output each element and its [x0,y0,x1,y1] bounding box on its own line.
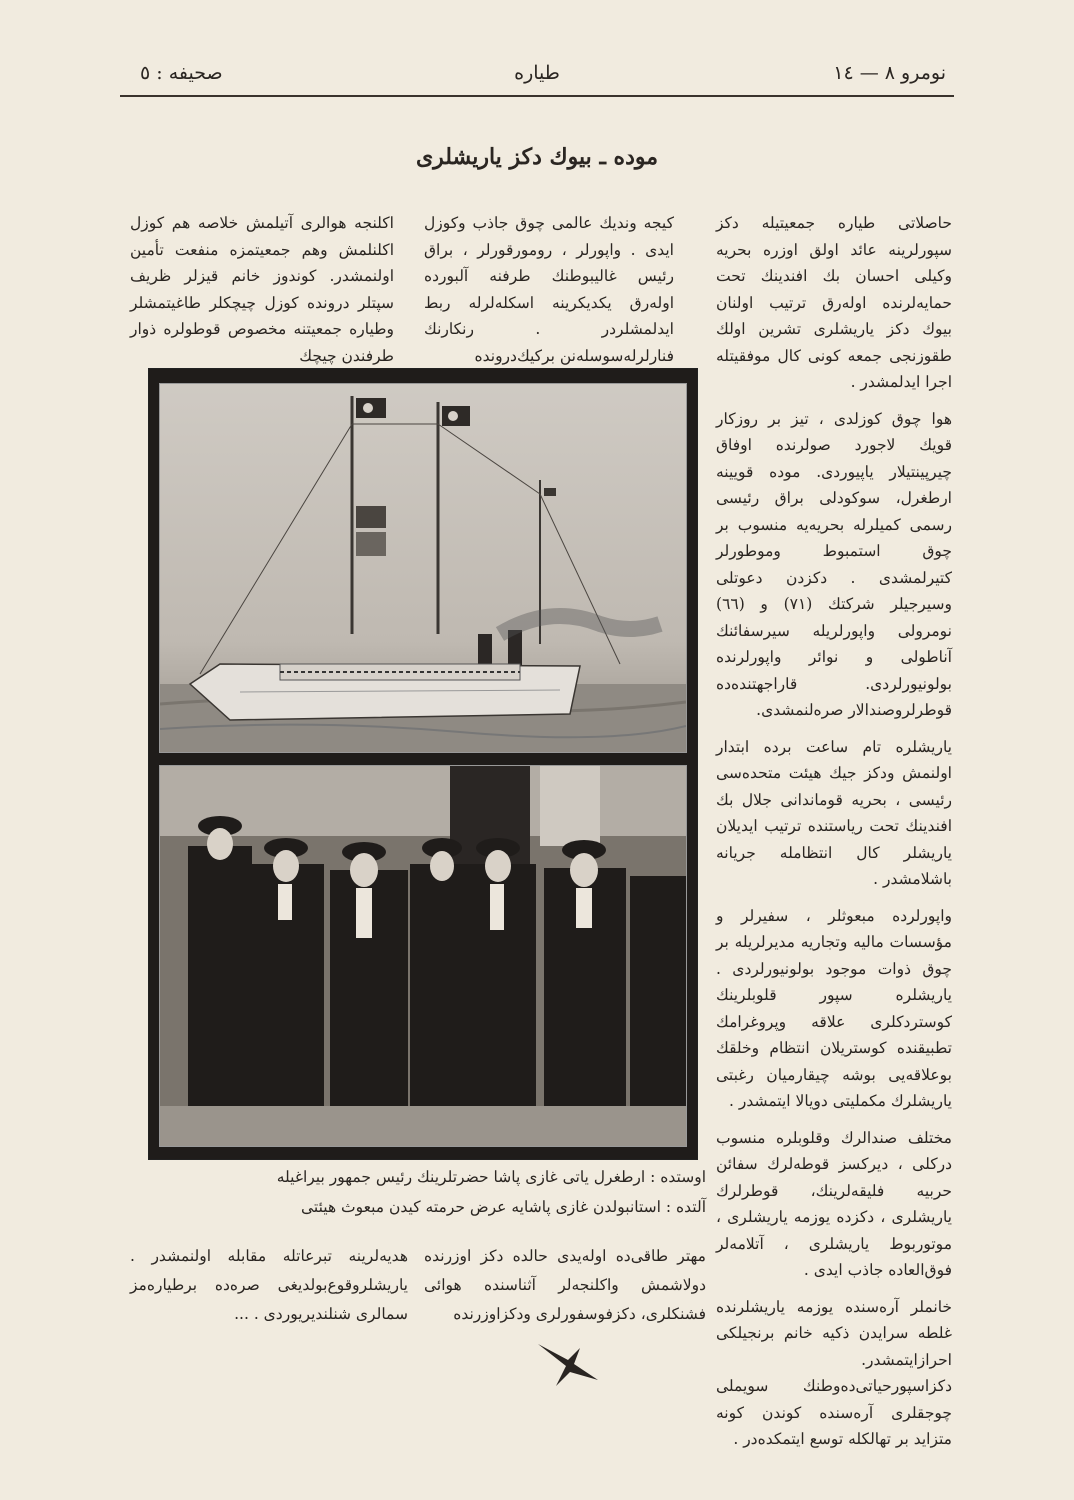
article-column-left [130,210,394,379]
ship-photo [159,383,687,753]
paragraph: مختلف صندالرك وقلوبلره منسوب دركلی ، دیركسز قوطه‌لرك سفائن حربیه فلیقه‌لرینك، قوطرلرك یاریشلری ، دكزده یوزمه یاریشلری ، موتوربوط یاریشلری ، آتلامه‌لر فوق‌العاده جاذب ایدی . [716,1128,952,1279]
photo-caption-bottom: آلتده : استانبولدن غازی پاشایه عرض حرمته كیدن مبعوث هیئتی [301,1198,706,1216]
article-column-right [716,210,952,1463]
paragraph: خانملر آره‌سنده یوزمه یاریشلرنده غلطه سرایدن ذكیه خانم برنجیلكی احرازایتمشدر. دكزاسپورحیاتی‌ده‌وطنك سویملی چوجقلری آره‌سنده كوندن كونه متزاید بر تهالكله توسع ایتمكده‌در . [716,1297,952,1448]
page-number: صحیفه : ٥ [140,62,223,84]
photo-frame [148,368,698,1160]
magazine-title: طیاره [514,62,560,84]
delegation-photo [159,765,687,1147]
photo-caption-top: اوستده : ارطغرل یاتی غازی پاشا حضرتلرینك رئیس جمهور بیراغیله [276,1168,706,1186]
paragraph: یاریشلره تام ساعت برده ابتدار اولنمش ودكز جیك هیئت متحده‌سی رئیسی ، بحریه قوماندانی جلال بك افندینك تحت ریاستنده ترتیب ایدیلان یاریشلر كال انتظامله جریانه باشلامشدر . [716,737,952,888]
paragraph: اكلنجه هوالری آتیلمش خلاصه هم كوزل اكلنلمش وهم جمعیتمزه منفعت تأمین اولنمشدر. كوندوز خانم قیزلر ظریف سپتلر درونده كوزل چیچكلر طاغیتمشلر وطیاره جمعیتنه مخصوص قوطولره ذوار طرفندن چیچك [130,214,394,365]
paragraph: حاصلاتی طیاره جمعیتیله دكز سپورلرینه عائد اولق اوزره بحریه وكیلی احسان بك افندینك تحت حمایه‌لرنده اوله‌رق ترتیب اولنان بیوك دكز یاریشلری تشرین اولك طقوزنجی جمعه كونی كال موفقیتله اجرا ایدلمشدر . [716,214,952,391]
paragraph: كیجه وندیك عالمی چوق جاذب وكوزل ایدی . واپورلر ، رومورقورلر ، براق رئیس غالیبوطنك طرفنه آلبورده اوله‌رق یكدیكرینه اسكله‌لرله ربط ایدلمشلردر . رنكارنك فنارلرله‌سوسله‌نن بركیك‌درونده [424,214,674,365]
paragraph: واپورلرده مبعوثلر ، سفیرلر و مؤسسات مالیه وتجاریه مدیرلریله بر چوق ذوات موجود بولونیورلردی . یاریشلره سپور قلوبلرینك كوستردكلری علاقه وپروغرامك تطبیقنده كوستریلان انتظام وخلقك بوعلاقه‌یی بوشه چیقارمیان رغبتی یاریشلرك مكملیتی دویالا ایتمشدر . [716,906,952,1110]
article-column-middle [424,210,674,379]
issue-number: نومرو ٨ — ١٤ [833,62,946,84]
article-title: موده ـ بیوك دكز یاریشلری [415,144,659,170]
header-rule [120,95,954,97]
bottom-column-left: هدیه‌لرینه تبرعاتله مقابله اولنمشدر . یاریشلروقوع‌بولدیغی صره‌ده برطیاره‌مز سمالری شنلندیریوردی . ... [130,1247,408,1323]
bottom-column-middle: مهتر طاقی‌ده اوله‌یدی حالده دكز اوزرنده دولاشمش واكلنجه‌لر آثناسنده هوائی فشنكلری، دكزفوسفورلری ودكزاوزرنده [424,1247,706,1323]
swallow-ornament-icon [536,1340,600,1390]
paragraph: هوا چوق كوزلدی ، تیز بر روزكار قویك لاجورد صولرنده اوفاق چیرپینتیلار یاپیوردی. موده قویینه ارطغرل، سوكودلی براق رئیسی رسمی كمیلرله بحریه‌یه منسوب بر چوق استمبوط وموطورلر كتیرلمشدی . دكزدن دعوتلی وسیرجیلر شركتك (٧١) و (٦٦) نومرولی واپورلریله سیرسفائنك آناطولی و نوائر واپورلرنده بولونیورلردی. قاراجهتنده‌ده قوطرلروصندالار صره‌لنمشدی. [716,409,952,719]
